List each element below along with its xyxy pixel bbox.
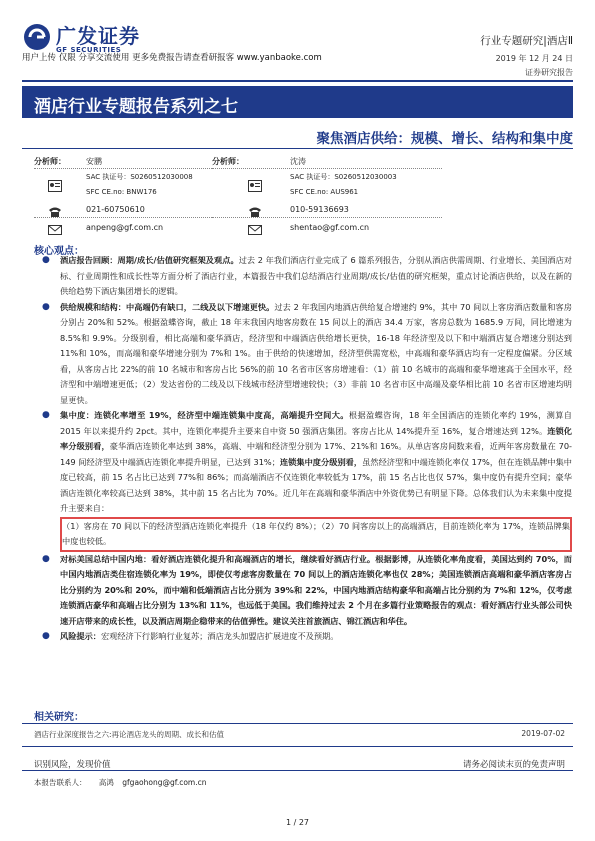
bullet-icon: ● (42, 410, 50, 420)
footer-divider (22, 770, 573, 771)
analyst-sfc: SFC CE.no: AUS961 (290, 188, 359, 196)
phone-icon (248, 203, 262, 215)
key-point (40, 629, 572, 645)
contact-email[interactable]: gfgaohong@gf.com.cn (122, 778, 207, 787)
key-point (40, 408, 572, 552)
bullet-icon: ● (42, 553, 50, 564)
key-point-emphasis: 连锁集中度分级别看， (279, 456, 363, 467)
promo-watermark-text: 用户上传 仅限 分享交流使用 更多免费报告请查看研报客 www.yanbaoke.com (22, 53, 322, 63)
key-point-text: 过去 2 年我国内地酒店供给复合增速约 9%，其中 70 间以上客房酒店数量和客房分别占 20%和 52%。根据盈蝶咨询，截止 18 年末我国内地客房数在 15 间以上的酒店 34.4 万家，客房总数为 1685.9 万间，同比增速为 8.5%和 9.9%。分级别看，相比高端和豪华酒店，经济型和中端酒店供给增长更快，16-18 年经济型及以下和中端酒店复合增速分别达到 11%和 10%，而高端和豪华增速分别为 7%和 1%。由于供给的快速增加，经济型供需宽松，中高端和豪华酒店均有一定程度偏紧。分区域看，从客房占比 22%的前 10 名城市和客房占比 56%的前 10 名省市区客房增速看：（1）前 10 名城市的高端和豪华增速高于全国水平，经济型和中端增速更低；（2）发达省份的二线及以下线城市经济型增速较快；（3）非前 10 名省市区中高端及豪华相比前 10 名省市区增速均明显更快。 (60, 301, 572, 405)
analyst-phone: 010-59136693 (290, 205, 349, 214)
gf-logo-icon (22, 22, 52, 52)
related-research-link[interactable]: 酒店行业深度报告之六:再论酒店龙头的周期、成长和估值 (34, 730, 225, 739)
key-point (40, 300, 572, 409)
logo-chinese-name: 广发证券 (56, 24, 140, 48)
key-point-text: 根据盈蝶咨询，18 年全国酒店的连锁化率约 19%，测算自 2015 年以来提升约 2pct。其中，连锁化率提升主要来自中资 50 强酒店集团。客房占比从 14%提升至 16%，复合增速达到 12%。 (60, 410, 572, 436)
id-card-icon (248, 177, 262, 189)
email-icon (248, 221, 262, 233)
related-bottom-divider (22, 746, 573, 747)
analyst-email[interactable]: anpeng@gf.com.cn (86, 223, 164, 232)
key-point-lead: 风险提示： (60, 631, 101, 641)
key-point-text: 过去 2 年我们酒店行业完成了 6 篇系列报告，分别从酒店供需周期、行业增长、美国酒店对标、行业周期性和成长性等方面分析了酒店行业，本篇报告中我们总结酒店行业周期/成长/估值的研究框架，重点讨论酒店供给，以及在新的供给趋势下酒店集团增长的逻辑。 (60, 255, 572, 296)
highlight-box: （1）客房在 70 间以下的经济型酒店连锁化率提升（18 年仅约 8%）；（2）70 间客房以上的高端酒店，目前连锁化率为 17%，连锁品牌集中度也较低。 (60, 517, 572, 552)
phone-icon (48, 203, 62, 215)
key-point (40, 253, 572, 300)
page-number: 1 / 27 (285, 818, 310, 827)
bullet-icon: ● (42, 301, 50, 312)
key-point-lead: 供给规模和结构：中高端仍有缺口，二线及以下增速更快。 (60, 301, 275, 312)
key-point-lead: 酒店报告回顾：周期/成长/估值研究框架及观点。 (60, 255, 239, 265)
header-divider (22, 80, 573, 82)
contact-label: 本报告联系人： (34, 778, 87, 787)
analyst-divider (212, 217, 442, 218)
logo-english-name: GF SECURITIES (56, 46, 122, 54)
analyst-name: 安鹏 (86, 157, 102, 166)
subtitle-divider (22, 148, 573, 149)
footer-disclaimer-note: 请务必阅读末页的免责声明 (462, 760, 565, 770)
related-research-date: 2019-07-02 (521, 729, 565, 738)
analyst-label: 分析师： (34, 157, 66, 166)
report-subtitle: 聚焦酒店供给：规模、增长、结构和集中度 (316, 131, 573, 147)
key-points-heading: 核心观点： (34, 246, 84, 257)
analyst-phone: 021-60750610 (86, 205, 145, 214)
report-date: 2019 年 12 月 24 日 (495, 54, 573, 63)
bullet-icon: ● (42, 631, 50, 641)
footer-slogan: 识别风险，发现价值 (34, 760, 111, 770)
bullet-icon: ● (42, 255, 50, 265)
key-point-emphasis: 连锁化率分级别看， (60, 425, 572, 451)
key-point-lead: 集中度：连锁化率增至 19%，经济型中端连锁集中度高，高端提升空间大。 (60, 410, 349, 420)
analyst-label: 分析师： (212, 157, 244, 166)
report-contact (34, 777, 207, 788)
key-point-text: 宏观经济下行影响行业复苏；酒店龙头加盟店扩展进度不及预期。 (100, 631, 339, 641)
analyst-email[interactable]: shentao@gf.com.cn (290, 223, 370, 232)
analyst-sac: SAC 执证号：S0260512030003 (290, 173, 397, 181)
key-point-text: 虽然经济型和中端连锁化率仅 17%，但在连锁品牌中集中度已较高，前 15 名占比已达到 77%和 86%；而高端酒店不仅连锁化率较低为 17%，前 15 名占比也仅 57%，集中度仍有提升空间；豪华酒店连锁化率较高已达到 38%，其中前 15 名占比为 70%。近几年在高端和豪华酒店中外资优势已有明显下降。总体我们认为未来集中度提升主要来自： (60, 456, 572, 513)
key-point (40, 552, 572, 630)
analyst-sfc: SFC CE.no: BNW176 (86, 188, 157, 196)
key-point-text: 豪华酒店连锁化率达到 38%，高端、中端和经济型分别为 17%、21%和 16%。从单店客房间数来看，近两年客房数量在 70-149 间经济型及中端酒店连锁化率提升明显，已达到 31%； (60, 441, 572, 467)
analyst-sac: SAC 执证号：S0260512030008 (86, 173, 193, 181)
title-banner (22, 86, 573, 118)
analyst-divider (212, 168, 442, 169)
report-type: 证券研究报告 (525, 68, 573, 77)
email-icon (48, 221, 62, 233)
id-card-icon (48, 177, 62, 189)
analyst-name: 沈涛 (290, 157, 306, 166)
key-points-list (40, 253, 572, 645)
related-research-heading: 相关研究： (34, 712, 84, 723)
key-point-lead: 对标美国总结中国内地：看好酒店连锁化提升和高端酒店的增长，继续看好酒店行业。根据影博，从连锁化率角度看，美国达到约 70%，而中国内地酒店类住宿连锁化率为 19%，即使仅考虑客房数量在 70 间以上的酒店连锁化率也仅 28%；美国连锁酒店高端和豪华酒店客房占比分别约为 20%和 20%，而中端和低端酒店占比分别为 39%和 22%，中国内地酒店结构豪华和高端占比分别约为 7%和 12%，仅考虑连锁酒店豪华和高端占比分别为 13%和 11%，也远低于美国。我们维持过去 2 个月在多篇行业策略报告的观点：看好酒店行业头部公司快速开店带来的成长性，以及酒店周期企稳带来的估值弹性。建议关注首旅酒店、锦江酒店和华住。 (60, 553, 572, 626)
related-divider (22, 723, 573, 724)
contact-name: 高鸿 (98, 778, 114, 787)
report-category: 行业专题研究|酒店Ⅱ (480, 35, 573, 47)
report-title: 酒店行业专题报告系列之七 (34, 97, 238, 117)
